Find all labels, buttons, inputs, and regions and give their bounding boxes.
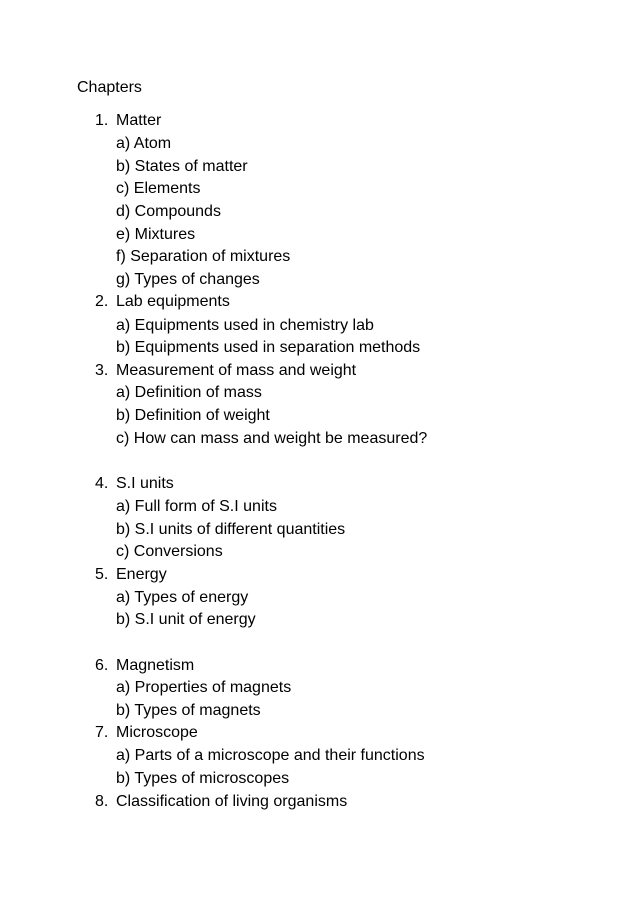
subtopic: b) Definition of weight [116, 407, 270, 424]
subtopic: a) Atom [116, 135, 172, 152]
subtopic: f) Separation of mixtures [116, 248, 291, 265]
chapter-title: Classification of living organisms [116, 793, 348, 810]
chapter-number: 6. [95, 657, 109, 674]
subtopic: b) Types of magnets [116, 702, 261, 719]
chapter-number: 4. [95, 475, 109, 492]
subtopic: a) Parts of a microscope and their functions [116, 747, 425, 764]
chapter-number: 8. [95, 793, 109, 810]
chapter-number: 2. [95, 293, 109, 310]
subtopic: a) Full form of S.I units [116, 498, 277, 515]
chapter-title: S.I units [116, 475, 174, 492]
subtopic: b) Equipments used in separation methods [116, 339, 421, 356]
chapter-title: Lab equipments [116, 293, 230, 310]
subtopic: d) Compounds [116, 203, 221, 220]
subtopic: a) Properties of magnets [116, 679, 292, 696]
subtopic: c) How can mass and weight be measured? [116, 430, 428, 447]
chapter-title: Measurement of mass and weight [116, 362, 357, 379]
subtopic: c) Elements [116, 180, 201, 197]
subtopic: c) Conversions [116, 543, 223, 560]
chapter-number: 7. [95, 724, 109, 741]
chapter-title: Magnetism [116, 657, 195, 674]
subtopic: b) Types of microscopes [116, 770, 290, 787]
chapter-title: Matter [116, 112, 162, 129]
subtopic: b) States of matter [116, 158, 248, 175]
chapter-number: 1. [95, 112, 109, 129]
chapter-number: 5. [95, 566, 109, 583]
subtopic: g) Types of changes [116, 271, 260, 288]
page-heading: Chapters [77, 79, 142, 96]
subtopic: e) Mixtures [116, 226, 196, 243]
subtopic: b) S.I unit of energy [116, 611, 256, 628]
subtopic: b) S.I units of different quantities [116, 521, 346, 538]
chapter-number: 3. [95, 362, 109, 379]
subtopic: a) Equipments used in chemistry lab [116, 317, 374, 334]
chapter-title: Energy [116, 566, 167, 583]
subtopic: a) Definition of mass [116, 384, 262, 401]
chapter-title: Microscope [116, 724, 198, 741]
subtopic: a) Types of energy [116, 589, 249, 606]
